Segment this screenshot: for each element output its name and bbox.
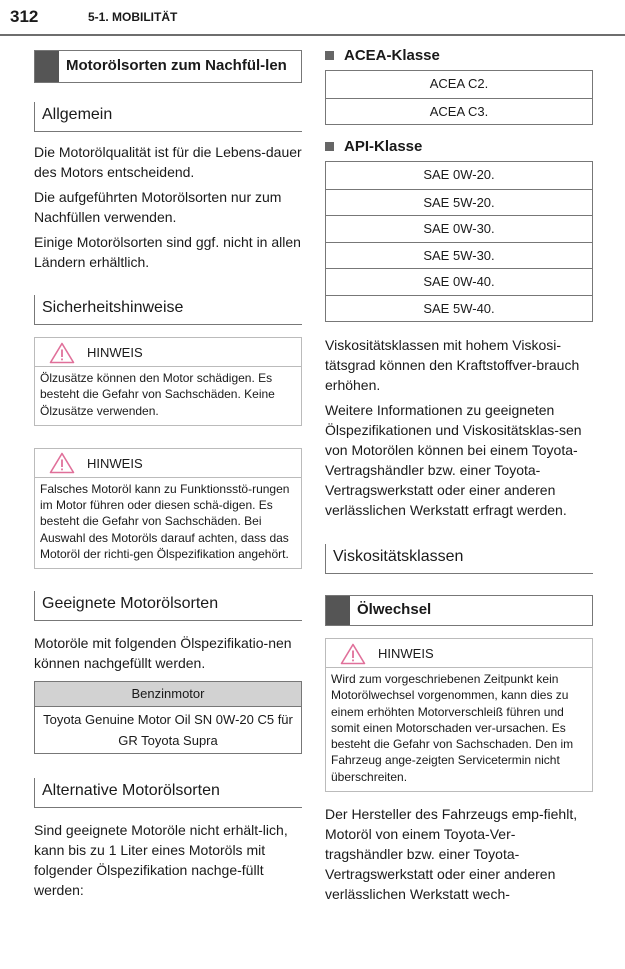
heading-alternative-motoroelsorten: Alternative Motorölsorten (34, 778, 302, 808)
heading-allgemein: Allgemein (34, 102, 302, 132)
heading-geeignete-motoroelsorten: Geeignete Motorölsorten (34, 591, 302, 621)
section-bar (326, 596, 350, 625)
notice-box (325, 638, 593, 792)
warning-triangle-icon (340, 643, 366, 665)
notice-box (34, 448, 302, 569)
bullet-square-icon (325, 51, 334, 60)
bullet-square-icon (325, 142, 334, 151)
section-title-oelwechsel (325, 595, 593, 626)
paragraph: Motoröle mit folgenden Ölspezifikatio-nen können nachgefüllt werden. (34, 635, 292, 672)
chapter-title: 5-1. MOBILITÄT (88, 10, 178, 24)
notice-header (326, 639, 592, 668)
page-header (0, 0, 625, 36)
paragraph: Einige Motorölsorten sind ggf. nicht in allen Ländern erhältlich. (34, 234, 301, 270)
table-cell: SAE 5W-30. (326, 242, 592, 269)
acea-table (325, 70, 593, 125)
notice-text: Ölzusätze können den Motor schädigen. Es besteht die Gefahr von Sachschäden. Keine Ölzusätze verwenden. (40, 371, 275, 418)
paragraph: Viskositätsklassen mit hohem Viskosi-tätsgrad können den Kraftstoffver-brauch erhöhen. (325, 337, 580, 393)
heading-viskositaetsklassen: Viskositätsklassen (325, 544, 593, 574)
notice-label: HINWEIS (87, 455, 143, 471)
right-column (325, 47, 593, 909)
paragraph: Die aufgeführten Motorölsorten nur zum Nachfüllen verwenden. (34, 189, 282, 225)
notice-box (34, 337, 302, 426)
page-number: 312 (10, 7, 39, 26)
table-cell: SAE 5W-20. (326, 189, 592, 216)
subheading-text: ACEA-Klasse (344, 47, 440, 64)
heading-sicherheitshinweise: Sicherheitshinweise (34, 295, 302, 325)
section-title-text: Motorölsorten zum Nachfül-len (66, 57, 287, 74)
oil-spec-table (34, 681, 302, 754)
paragraph: Weitere Informationen zu geeigneten Ölspezifikationen und Viskositätsklas-sen von Motorölen können bei einem Toyota-Vertragshändler bzw. einer Toyota-Vertragswerkstatt oder einer anderen verlässlichen Werkstatt erfragt werden. (325, 402, 582, 518)
table-cell: ACEA C2. (429, 76, 489, 91)
notice-label: HINWEIS (378, 646, 434, 661)
paragraph: Die Motorölqualität ist für die Lebens-dauer des Motors entscheidend. (34, 144, 302, 180)
table-cell: SAE 0W-20. (423, 167, 495, 182)
notice-label: HINWEIS (87, 345, 143, 360)
api-table (325, 161, 593, 322)
section-title-text: Ölwechsel (357, 601, 432, 618)
table-cell: SAE 0W-30. (326, 215, 592, 242)
table-header: Benzinmotor (35, 682, 301, 707)
subheading-text: API-Klasse (344, 138, 423, 155)
table-cell: Toyota Genuine Motor Oil SN 0W-20 C5 für GR Toyota Supra (43, 712, 293, 749)
left-column (34, 50, 302, 905)
subheading-api (325, 138, 593, 155)
notice-text: Falsches Motoröl kann zu Funktionsstö-rungen im Motor führen oder diesen schä-digen. Es besteht die Gefahr von Sachschäden. Bei Auswahl des Motoröls darauf achten, dass das Motoröl der richti-gen Ölspezifikation angehört. (40, 481, 290, 562)
table-cell: SAE 0W-40. (326, 268, 592, 295)
subheading-acea (325, 47, 593, 64)
table-cell: SAE 5W-40. (326, 295, 592, 322)
paragraph: Sind geeignete Motoröle nicht erhält-lich, kann bis zu 1 Liter eines Motoröls mit folgender Ölspezifikation nachge-füllt werden: (34, 822, 288, 899)
warning-triangle-icon (49, 452, 75, 474)
notice-text: Wird zum vorgeschriebenen Zeitpunkt kein Motorölwechsel vorgenommen, kann dies zu einem erhöhten Motorverschleiß führen und somit einen Motorschaden ver-ursachen. Es besteht die Gefahr von Sachschaden. Den im Fahrzeug ange-zeigten Servicetermin nicht überschreiten. (331, 672, 574, 784)
section-title-oil-types (34, 50, 302, 83)
table-cell: ACEA C3. (326, 98, 592, 125)
paragraph: Der Hersteller des Fahrzeugs emp-fiehlt, Motoröl von einem Toyota-Ver-tragshändler bzw. einer Toyota-Vertragswerkstatt oder einer anderen verlässlichen Werkstatt wech- (325, 806, 578, 903)
notice-header (35, 449, 301, 478)
section-bar (35, 51, 59, 82)
warning-triangle-icon (49, 342, 75, 364)
notice-header (35, 338, 301, 367)
